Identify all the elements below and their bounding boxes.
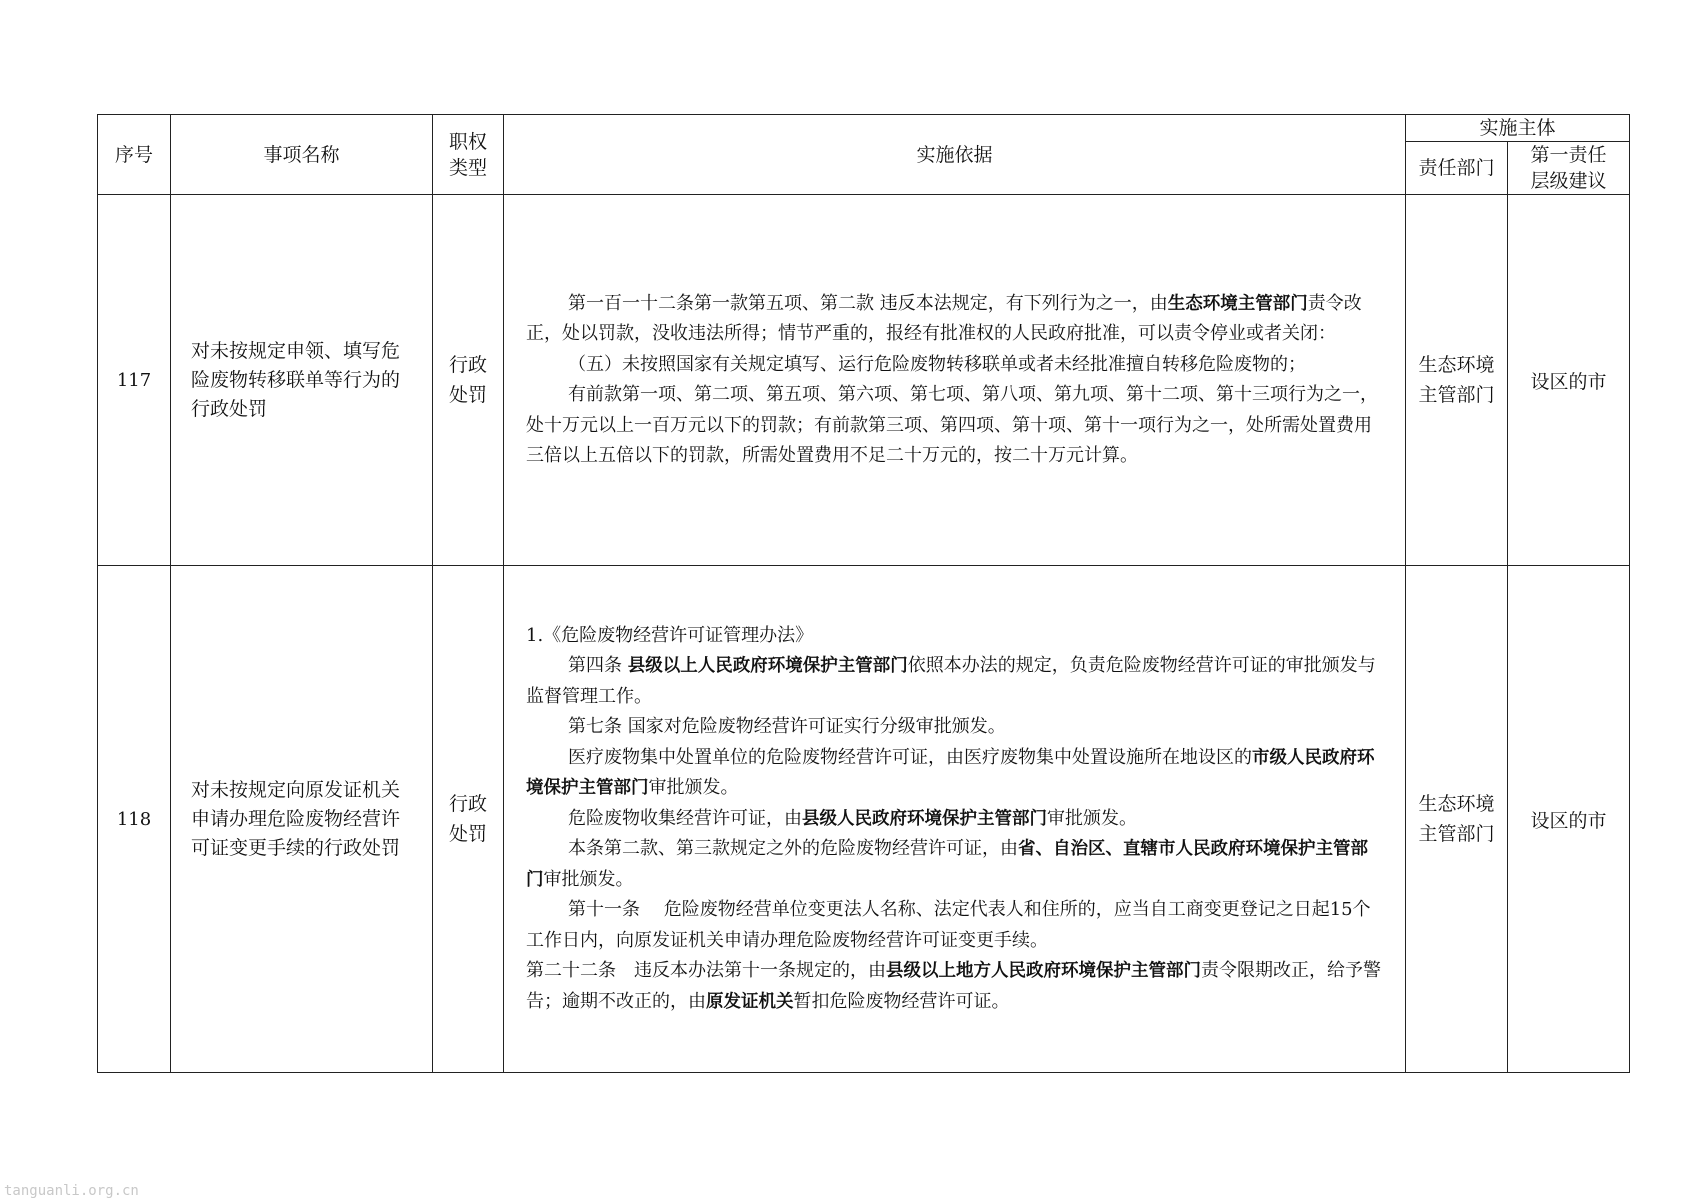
basis-text: 第二十二条 违反本办法第十一条规定的，由	[526, 960, 886, 982]
header-level-line1: 第一责任	[1530, 144, 1607, 166]
basis-text: 第四条	[568, 655, 628, 677]
row-level: 设区的市	[1508, 195, 1630, 566]
row-item-name: 对未按规定申领、填写危险废物转移联单等行为的行政处罚	[171, 195, 433, 566]
basis-text: 1.《危险废物经营许可证管理办法》	[526, 624, 814, 646]
basis-paragraph	[526, 895, 1383, 956]
row-type-line1: 行政	[448, 793, 487, 815]
basis-bold: 原发证机关	[706, 991, 794, 1012]
basis-paragraph	[526, 804, 1383, 835]
basis-paragraph	[526, 834, 1383, 895]
row-item-name: 对未按规定向原发证机关申请办理危险废物经营许可证变更手续的行政处罚	[171, 566, 433, 1073]
row-dept-line1: 生态环境	[1418, 354, 1495, 376]
basis-text: 有前款第一项、第二项、第五项、第六项、第七项、第八项、第九项、第十二项、第十三项行为之一，处十万元以上一百万元以下的罚款；有前款第三项、第四项、第十项、第十一项行为之一，处所需处置费用三倍以上五倍以下的罚款，所需处置费用不足二十万元的，按二十万元计算。	[526, 384, 1378, 466]
basis-text: 责令限期改正，给予警告；逾期不改正的，由	[526, 960, 1381, 1012]
enforcement-table	[97, 114, 1630, 1073]
header-authority-type-line2: 类型	[448, 156, 487, 179]
header-authority-type-line1: 职权	[448, 130, 487, 153]
basis-bold: 生态环境主管部门	[1167, 293, 1308, 314]
basis-text: 审批颁发。	[648, 777, 739, 799]
table-row-118	[98, 566, 1630, 1073]
row-dept	[1406, 566, 1508, 1073]
basis-text: 暂扣危险废物经营许可证。	[793, 990, 1010, 1012]
row-basis	[504, 195, 1406, 566]
basis-paragraph	[526, 380, 1383, 472]
basis-text: 本条第二款、第三款规定之外的危险废物经营许可证，由	[568, 838, 1018, 860]
row-dept-line1: 生态环境	[1418, 793, 1495, 815]
basis-text: 依照本办法的规定，负责危险废物经营许可证的审批颁发与监督管理工作。	[526, 655, 1376, 707]
basis-bold: 市级人民政府环境保护主管部门	[526, 747, 1375, 799]
row-authority-type	[433, 566, 504, 1073]
basis-text: 医疗废物集中处置单位的危险废物经营许可证，由医疗废物集中处置设施所在地设区的	[568, 746, 1252, 768]
basis-paragraph	[526, 956, 1383, 1017]
basis-paragraph	[526, 621, 1383, 652]
row-type-line2: 处罚	[448, 384, 487, 406]
basis-bold: 省、自治区、直辖市人民政府环境保护主管部门	[526, 839, 1368, 890]
row-dept-line2: 主管部门	[1418, 823, 1495, 845]
basis-paragraph	[526, 289, 1383, 350]
basis-paragraph	[526, 712, 1383, 743]
basis-text: 责令改正，处以罚款，没收违法所得；情节严重的，报经有批准权的人民政府批准，可以责令停业或者关闭：	[526, 292, 1362, 344]
row-dept-line2: 主管部门	[1418, 384, 1495, 406]
basis-paragraph	[526, 651, 1383, 712]
row-seq: 117	[98, 195, 171, 566]
watermark: tanguanli.org.cn	[4, 1183, 139, 1199]
row-type-line1: 行政	[448, 354, 487, 376]
basis-bold: 县级人民政府环境保护主管部门	[802, 808, 1047, 829]
header-item-name: 事项名称	[171, 115, 433, 195]
basis-paragraph	[526, 350, 1383, 381]
header-basis: 实施依据	[504, 115, 1406, 195]
basis-text: 第十一条 危险废物经营单位变更法人名称、法定代表人和住所的，应当自工商变更登记之日起15个工作日内，向原发证机关申请办理危险废物经营许可证变更手续。	[526, 899, 1371, 951]
header-dept: 责任部门	[1406, 142, 1508, 195]
header-seq: 序号	[98, 115, 171, 195]
row-seq: 118	[98, 566, 171, 1073]
row-level: 设区的市	[1508, 566, 1630, 1073]
basis-text: （五）未按照国家有关规定填写、运行危险废物转移联单或者未经批准擅自转移危险废物的；	[568, 353, 1306, 375]
row-dept	[1406, 195, 1508, 566]
row-type-line2: 处罚	[448, 823, 487, 845]
header-level	[1508, 142, 1630, 195]
basis-paragraph	[526, 743, 1383, 804]
header-subject: 实施主体	[1406, 115, 1630, 142]
basis-text: 审批颁发。	[543, 868, 634, 890]
row-basis	[504, 566, 1406, 1073]
header-level-line2: 层级建议	[1530, 170, 1607, 192]
basis-text: 危险废物收集经营许可证，由	[568, 807, 802, 829]
basis-text: 第一百一十二条第一款第五项、第二款 违反本法规定，有下列行为之一，由	[568, 292, 1168, 314]
row-authority-type	[433, 195, 504, 566]
basis-text: 审批颁发。	[1047, 807, 1137, 829]
basis-text: 第七条 国家对危险废物经营许可证实行分级审批颁发。	[568, 716, 1006, 738]
basis-bold: 县级以上地方人民政府环境保护主管部门	[886, 961, 1201, 982]
basis-bold: 县级以上人民政府环境保护主管部门	[627, 656, 908, 677]
table-row-117	[98, 195, 1630, 566]
header-authority-type	[433, 115, 504, 195]
